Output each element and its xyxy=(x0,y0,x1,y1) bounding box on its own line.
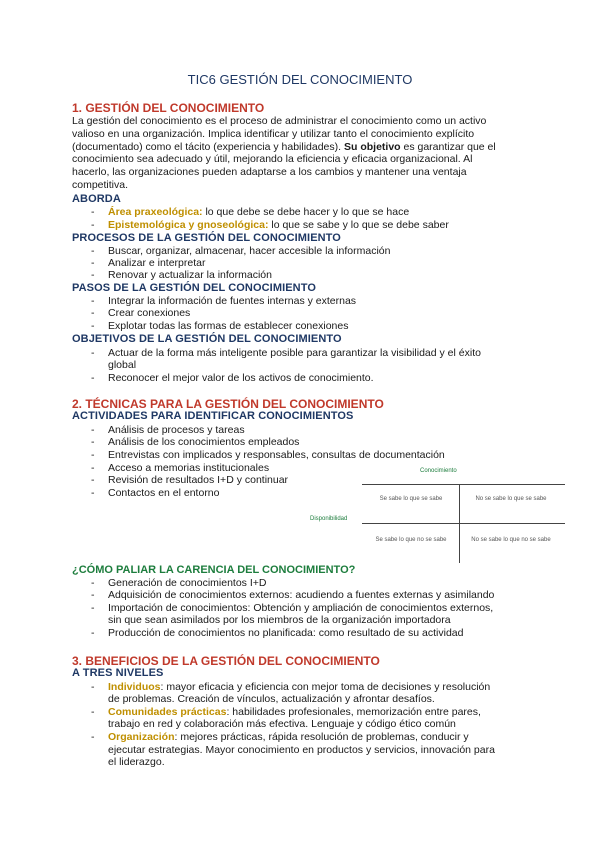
paliar-item: - Generación de conocimientos I+D xyxy=(91,577,267,589)
matrix-cell: No se sabe lo que no se sabe xyxy=(471,537,551,543)
niveles-heading: A TRES NIVELES xyxy=(72,667,164,679)
pasos-item: - Integrar la información de fuentes internas y externas xyxy=(91,295,357,307)
pasos-heading: PASOS DE LA GESTIÓN DEL CONOCIMIENTO xyxy=(72,282,316,294)
matrix-left-label: Disponibilidad xyxy=(310,516,348,522)
paragraph-part-2: es garantizar que el conocimiento sea adecuado y útil, mejorando la eficiencia y eficacia organizacional. Al hacerlo, las organizaciones pueden adaptarse a los cambios y mantener una ventaja competitiva. xyxy=(72,140,496,191)
item-text: Importación de conocimientos: Obtención y ampliación de conocimientos externos, xyxy=(108,602,494,614)
aborda-heading: ABORDA xyxy=(72,193,121,205)
paliar-item: - Producción de conocimientos no planificada: como resultado de su actividad xyxy=(91,627,464,639)
objetivos-item: - Reconocer el mejor valor de los activos de conocimiento. xyxy=(91,372,374,384)
actividad-item: - Análisis de los conocimientos empleados xyxy=(91,436,300,448)
pasos-item: - Explotar todas las formas de establecer conexiones xyxy=(91,320,349,332)
aborda-term: Epistemológica y gnoseológica: xyxy=(108,219,269,231)
nivel-item-continuation: trabajo en red y colaboración más efectiva. Lenguaje y código ético común xyxy=(108,718,456,730)
procesos-item: - Analizar e interpretar xyxy=(91,257,206,269)
nivel-text: : mejores prácticas, rápida resolución de problemas, conducir y xyxy=(174,731,469,743)
section-2-heading: 2. TÉCNICAS PARA LA GESTIÓN DEL CONOCIMIENTO xyxy=(72,397,384,411)
item-text: Reconocer el mejor valor de los activos de conocimiento. xyxy=(108,372,374,384)
item-text: Adquisición de conocimientos externos: acudiendo a fuentes externas y asimilando xyxy=(108,589,495,601)
matrix-top-label: Conocimiento xyxy=(420,468,457,474)
aborda-item: - Área praxeológica: lo que debe se debe hacer y lo que se hace xyxy=(91,206,410,218)
objetivos-item: - Actuar de la forma más inteligente posible para garantizar la visibilidad y el éxito xyxy=(91,347,481,359)
procesos-item: - Buscar, organizar, almacenar, hacer accesible la información xyxy=(91,245,391,257)
nivel-term: Comunidades prácticas xyxy=(108,706,227,718)
actividad-item: - Entrevistas con implicados y responsables, consultas de documentación xyxy=(91,449,445,461)
nivel-item-continuation: de problemas. Creación de vínculos, actualización y afrontar desafíos. xyxy=(108,693,435,705)
section-1-heading: 1. GESTIÓN DEL CONOCIMIENTO xyxy=(72,101,265,115)
actividades-heading: ACTIVIDADES PARA IDENTIFICAR CONOCIMIENTOS xyxy=(72,410,354,422)
aborda-text: lo que se sabe y lo que se debe saber xyxy=(268,219,449,231)
matrix-divider xyxy=(362,523,565,524)
nivel-term: Individuos xyxy=(108,681,161,693)
matrix-cell: Se sabe lo que se sabe xyxy=(379,496,443,502)
paliar-heading: ¿CÓMO PALIAR LA CARENCIA DEL CONOCIMIENTO? xyxy=(72,564,356,576)
item-text: Renovar y actualizar la información xyxy=(108,269,272,281)
objetivos-item-continuation: global xyxy=(108,359,137,371)
matrix-cell: Se sabe lo que no se sabe xyxy=(375,537,447,543)
matrix-divider xyxy=(459,484,460,563)
paliar-item: - Adquisición de conocimientos externos: acudiendo a fuentes externas y asimilando xyxy=(91,589,495,601)
item-text: Entrevistas con implicados y responsables, consultas de documentación xyxy=(108,449,445,461)
item-text: Actuar de la forma más inteligente posible para garantizar la visibilidad y el éxito xyxy=(108,347,481,359)
item-text: Generación de conocimientos I+D xyxy=(108,577,267,589)
nivel-text: : habilidades profesionales, memorización entre pares, xyxy=(226,706,481,718)
paragraph-bold: Su objetivo xyxy=(343,140,401,153)
nivel-text: : mayor eficacia y eficiencia con mejor toma de decisiones y resolución xyxy=(160,681,491,693)
item-text: Contactos en el entorno xyxy=(108,487,220,499)
item-text: Análisis de procesos y tareas xyxy=(108,424,245,436)
matrix-divider xyxy=(362,484,565,485)
paragraph-part-1: La gestión del conocimiento es el proceso de administrar el conocimiento como un activo valioso en una organización. Implica identificar y utilizar tanto el conocimiento explícito (documentado) como el tácito (experiencia y habilidades). xyxy=(72,115,487,153)
actividad-item: - Análisis de procesos y tareas xyxy=(91,424,245,436)
item-text: Analizar e interpretar xyxy=(108,257,206,269)
objetivos-heading: OBJETIVOS DE LA GESTIÓN DEL CONOCIMIENTO xyxy=(72,333,342,345)
nivel-item-continuation: el liderazgo. xyxy=(108,756,165,768)
knowledge-matrix xyxy=(362,484,565,563)
item-text: Integrar la información de fuentes internas y externas xyxy=(108,295,357,307)
section-1-paragraph xyxy=(72,115,512,192)
paliar-item-continuation: sin que sean asimilados por los miembros de la organización importadora xyxy=(108,614,451,626)
aborda-item: - Epistemológica y gnoseológica: lo que se sabe y lo que se debe saber xyxy=(91,219,449,231)
procesos-heading: PROCESOS DE LA GESTIÓN DEL CONOCIMIENTO xyxy=(72,232,341,244)
item-text: Análisis de los conocimientos empleados xyxy=(108,436,300,448)
item-text: Revisión de resultados I+D y continuar xyxy=(108,474,289,486)
item-text: Acceso a memorias institucionales xyxy=(108,462,270,474)
actividad-item: - Acceso a memorias institucionales xyxy=(91,462,270,474)
matrix-cell: No se sabe lo que se sabe xyxy=(475,496,547,502)
nivel-item-continuation: ejecutar estrategias. Mayor conocimiento en productos y servicios, innovación para xyxy=(108,744,495,756)
actividad-item: - Revisión de resultados I+D y continuar xyxy=(91,474,289,486)
pasos-item: - Crear conexiones xyxy=(91,307,191,319)
item-text: Producción de conocimientos no planificada: como resultado de su actividad xyxy=(108,627,464,639)
paliar-item: - Importación de conocimientos: Obtención y ampliación de conocimientos externos, xyxy=(91,602,494,614)
nivel-term: Organización xyxy=(108,731,175,743)
procesos-item: - Renovar y actualizar la información xyxy=(91,269,272,281)
page-title: TIC6 GESTIÓN DEL CONOCIMIENTO xyxy=(187,72,413,87)
nivel-item: - Individuos: mayor eficacia y eficiencia con mejor toma de decisiones y resolución xyxy=(91,681,491,693)
aborda-term: Área praxeológica: xyxy=(108,206,203,218)
actividad-item: - Contactos en el entorno xyxy=(91,487,220,499)
item-text: Buscar, organizar, almacenar, hacer accesible la información xyxy=(108,245,391,257)
item-text: Crear conexiones xyxy=(108,307,191,319)
aborda-text: lo que debe se debe hacer y lo que se hace xyxy=(202,206,410,218)
nivel-item: - Organización: mejores prácticas, rápida resolución de problemas, conducir y xyxy=(91,731,469,743)
nivel-item: - Comunidades prácticas: habilidades profesionales, memorización entre pares, xyxy=(91,706,481,718)
section-3-heading: 3. BENEFICIOS DE LA GESTIÓN DEL CONOCIMIENTO xyxy=(72,654,380,668)
item-text: Explotar todas las formas de establecer conexiones xyxy=(108,320,349,332)
